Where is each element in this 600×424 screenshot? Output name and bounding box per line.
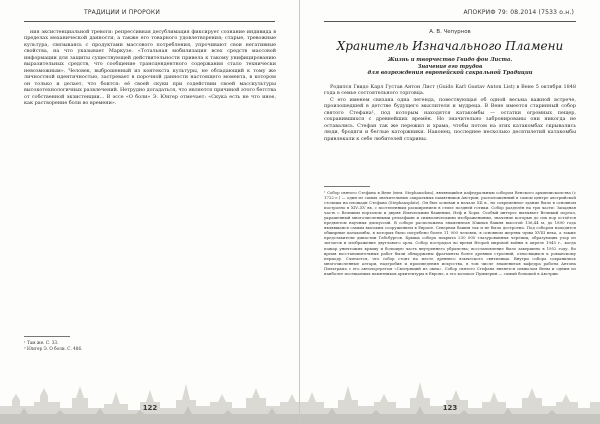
running-header-right: АПОКРИФ 79: 08.2014 (7533 о.н.) — [463, 9, 574, 16]
footnote-rule — [324, 186, 370, 187]
footnote-text: ¹ Собор святого Стефана в Вене (нем. Stephansdom), являющийся кафедральным собором Венского архиепископства (с 1722 г.) — один из самых значительных сакральных памятников Австрии, расположенный в самом центре австрийской столицы на площади Стефана (Stephansplatz). Он был основан в начале XII в., но современное здание было в основном построено в XIV–XV вв. с постепенным расширением в стиле поздней готики. Собор разделён на три части: Западная часть с Великим порталом и двумя Языческими башнями, Неф и Хоры. Особый интерес вызывает Великий портал, украшенный многочисленными рельефами и символическими изображениями, значение которых до сих пор остаётся предметом научных дискуссий. В соборе расположена знаменитая Южная башня высотой 136,44 м, до 1890 года являвшаяся самым высоким сооружением в Европе. Северная башня так и не была достроена. Под собором находятся обширные катакомбы, в которых было погребено более 11 000 человек, в основном жертвы чумы XVIII века, а также представители династии Габсбургов. Крыша собора покрыта 230 000 глазурованных черепиц, образующих узор из зигзагов и изображение двуглавого орла. Собор пострадал во время Второй мировой войны в апреле 1945 г., когда пожар уничтожил крышу и большую часть внутреннего убранства; восстановление было завершено в 1952 году. Во время восстановительных работ были обнаружены фрагменты более древних строений, относящихся к романскому периоду. Считается, что собор стоит на месте древнего языческого святилища. Внутри собора сохранились многочисленные алтари, надгробия и произведения искусства, в том числе знаменитая кафедра работы Антона Пильграма с его автопортретом «Смотрящий из окна». Собор святого Стефана является символом Вены и одним из наиболее посещаемых памятников архитектуры в Европе, а его колокол Пуммерин — самый большой в Австрии. — [324, 190, 576, 276]
left-paragraph: ния эксистенциальной тревоги: репрессивная десублимация фиксирует сознание индивида в пределах механической данности, а также его товарного удовлетворения; старые, тревожные культура, связываясь с продуктами массового потребления, упрочивают свои негативные свойства, на что указывает Маркузе. «Тотальная мобилизация всех средств массовой информации для защиты существующей действительности привела к такому унифицированию выразительных средств, что сообщение трансцендентного содержания стало технически невозможным». Человек, выброшенный из контекста культуры, не обладающий к тому же личностной идентичностью, застревает в порочной данности настоящего момента, в котором он только и делает, что боится: её своей скуки при содействии своей масскультуры высокотехнологичных развлечений. Нетрудно догадаться, что является причиной этого бегства от собственной экзистенции... В эссе «О боли» Э. Юнгер отмечает: «Скука есть не что иное, как растворение боли во времени». — [24, 29, 276, 106]
subtitle-line: Значение его трудов — [417, 63, 483, 70]
article-subtitle — [320, 57, 580, 77]
intro-paragraph: Родился Гвидо Карл Густав Антон Лист (Guido Karl Gustav Anton List) в Вене 5 октября 1848 года в семье состоятельного торговца. — [324, 84, 576, 97]
footnote-1: ¹ Там же. С. 33. — [24, 340, 59, 345]
article-title: Хранитель Изначального Пламени — [336, 39, 564, 53]
right-footnote — [324, 186, 576, 276]
skyline-decoration-left — [0, 372, 300, 424]
subtitle-line: для возрождения европейской сакральной Традиции — [367, 70, 533, 77]
left-footnotes — [24, 336, 174, 351]
page-number-left: 122 — [142, 404, 158, 412]
left-body-text — [24, 29, 276, 106]
body-paragraph: С его именем связана одна легенда, повествующая об одной весьма важной встрече, произошедшей в детстве будущего мыслителя и мудреца. В Вене имеется старинный собор святого Стефана¹, под которым находятся катакомбы — остатки огромных пещер, сохранившихся с древнейших времён. Но значительно забронированы они никогда не оставались. Стефан так же пережил и храма, чтобы потом на этих катакомбах скрывались люди, бродяги и беглые каторжники. Наконец, последнее несколько десятилетий катакомбы привлекали к себе любителей старины. — [324, 96, 576, 142]
header-rule-right — [324, 21, 576, 22]
page-number-right: 123 — [442, 404, 458, 412]
footnote-2: ² Юнгер Э. О боли. С. 486. — [24, 345, 83, 351]
skyline-decoration-right — [300, 372, 600, 424]
footnote-rule — [24, 336, 70, 337]
right-body-text — [324, 84, 576, 142]
subtitle-line: Жизнь и творчество Гвидо фон Листа. — [387, 57, 513, 63]
right-page — [300, 0, 600, 424]
running-header-left: ТРАДИЦИИ И ПРОРОКИ — [84, 9, 161, 16]
article-author: А. В. Чепурнов — [429, 29, 471, 35]
skyline-illustration-left — [0, 372, 300, 424]
header-rule-left — [24, 21, 275, 22]
skyline-illustration-right — [300, 372, 600, 424]
